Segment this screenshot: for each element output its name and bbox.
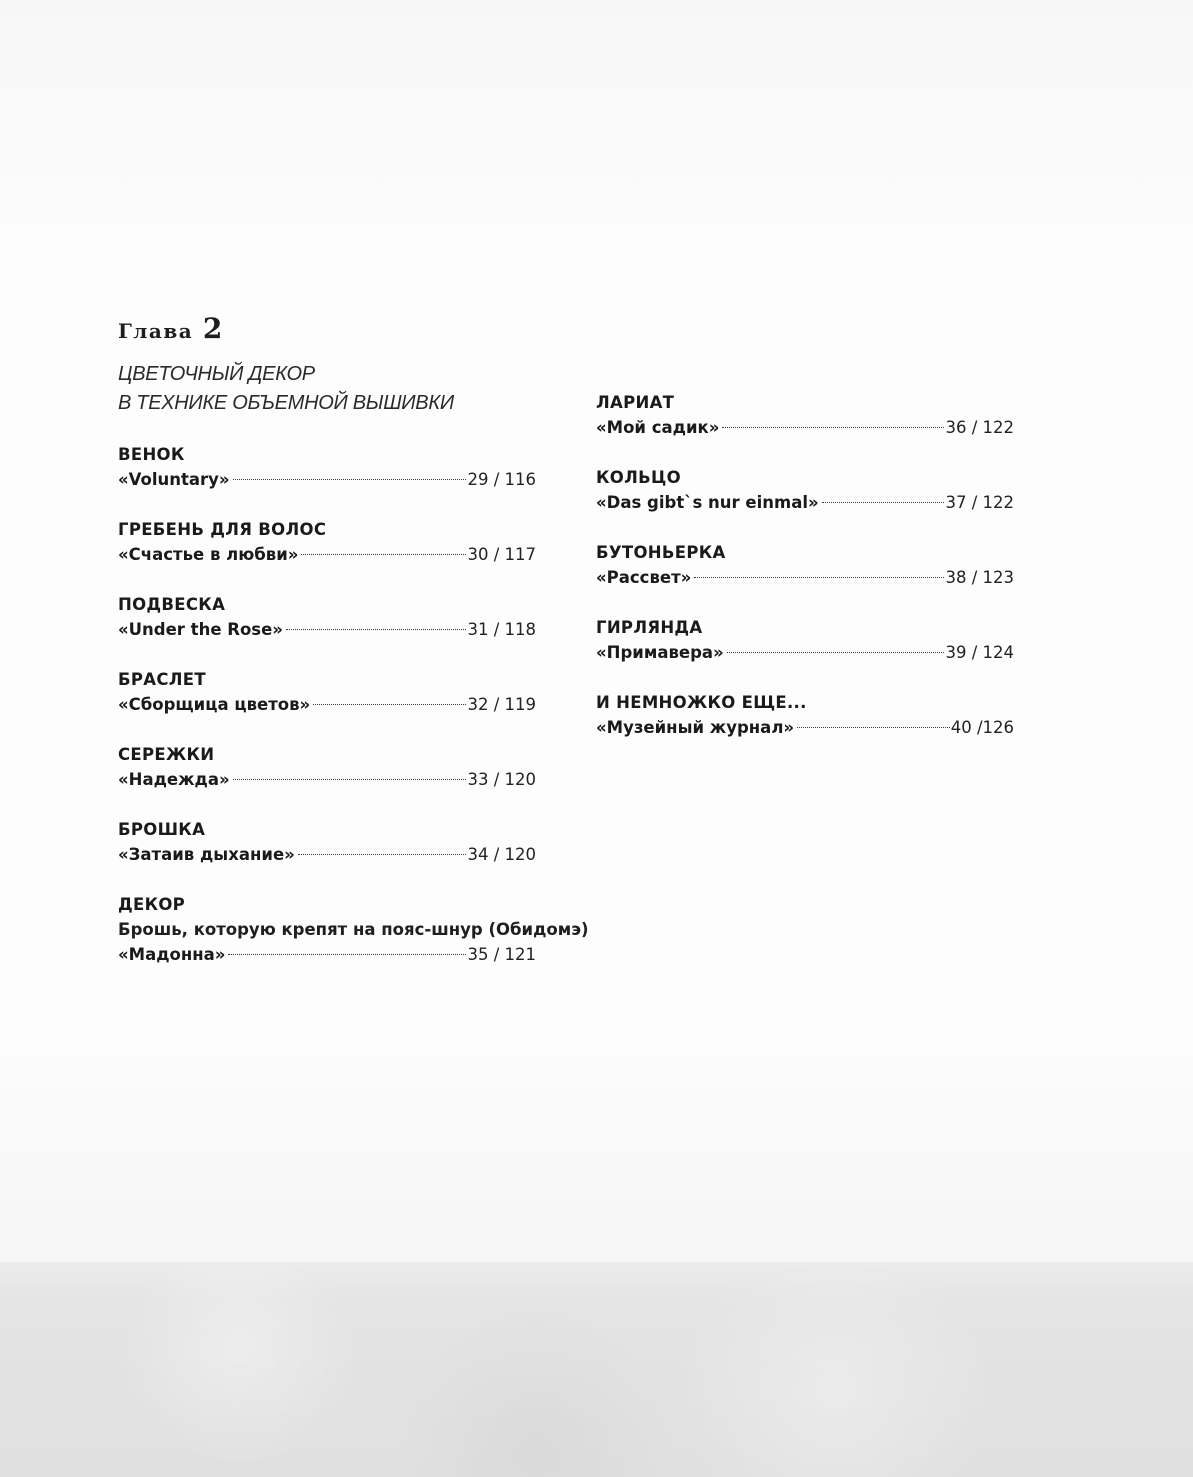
toc-entry-title: «Сборщица цветов» [118,695,311,714]
toc-entry-note: Брошь, которую крепят на пояс-шнур (Обидомэ) [118,920,589,939]
toc-entry-pages: 37 / 122 [945,493,1014,512]
dot-leader [694,577,944,578]
toc-entry-title: «Мой садик» [596,418,720,437]
toc-entry[interactable] [118,742,536,817]
chapter-number: 2 [202,312,223,345]
toc-entry-heading: ДЕКОР [118,895,186,914]
dot-leader [286,629,466,630]
toc-entry-title: «Музейный журнал» [596,718,795,737]
toc-entry-line [118,692,536,717]
toc-entry-pages: 39 / 124 [945,643,1014,662]
toc-entry[interactable] [596,615,1014,690]
toc-entry-pages: 31 / 118 [467,620,536,639]
toc-entry-title: «Voluntary» [118,470,230,489]
dot-leader [301,554,466,555]
toc-entry-heading: ВЕНОК [118,445,185,464]
toc-entry[interactable] [118,592,536,667]
toc-entry-decor[interactable] [118,892,589,967]
toc-entry[interactable] [596,390,1014,465]
toc-entry-line [118,542,536,567]
toc-entry[interactable] [596,690,1014,765]
toc-entry-heading: ГИРЛЯНДА [596,618,703,637]
toc-entry-line [596,490,1014,515]
toc-entry-heading: И НЕМНОЖКО ЕЩЕ... [596,693,807,712]
subtitle-line-2: В ТЕХНИКЕ ОБЪЕМНОЙ ВЫШИВКИ [118,392,454,414]
toc-entry-heading: БРАСЛЕТ [118,670,206,689]
dot-leader [313,704,466,705]
dot-leader [722,427,944,428]
toc-entry-heading: ПОДВЕСКА [118,595,226,614]
toc-entry-line [118,767,536,792]
toc-entry-line [596,640,1014,665]
toc-entry-pages: 36 / 122 [945,418,1014,437]
toc-entry-title: «Надежда» [118,770,230,789]
toc-entry-heading: БРОШКА [118,820,206,839]
toc-entry-heading: ГРЕБЕНЬ ДЛЯ ВОЛОС [118,520,327,539]
toc-entry-pages: 38 / 123 [945,568,1014,587]
subtitle-line-1: ЦВЕТОЧНЫЙ ДЕКОР [118,363,315,385]
dot-leader [797,727,950,728]
dot-leader [233,779,467,780]
toc-entry-title: «Примавера» [596,643,724,662]
toc-entry-title: «Счастье в любви» [118,545,299,564]
toc-entry-pages: 32 / 119 [467,695,536,714]
dot-leader [233,479,467,480]
toc-entry-pages: 33 / 120 [467,770,536,789]
toc-entry[interactable] [118,817,536,892]
toc-entry-pages: 30 / 117 [467,545,536,564]
toc-entry-heading: БУТОНЬЕРКА [596,543,726,562]
floor-surface [0,1262,1193,1477]
toc-entry-title: «Das gibt`s nur einmal» [596,493,819,512]
toc-entry-pages: 34 / 120 [467,845,536,864]
toc-right-column [596,390,1014,765]
toc-entry-line [596,565,1014,590]
toc-left-column [118,442,589,967]
dot-leader [228,954,466,955]
dot-leader [298,854,467,855]
toc-entry-heading: СЕРЕЖКИ [118,745,215,764]
toc-entry[interactable] [118,517,536,592]
toc-entry-line [596,415,1014,440]
toc-entry-line [118,617,536,642]
toc-entry-line [596,715,1014,740]
toc-entry[interactable] [118,667,536,742]
toc-entry-heading: ЛАРИАТ [596,393,675,412]
dot-leader [727,652,945,653]
toc-entry-pages: 29 / 116 [467,470,536,489]
toc-entry-line [118,842,536,867]
toc-entry-line [118,942,536,967]
toc-entry[interactable] [118,442,536,517]
toc-entry[interactable] [596,465,1014,540]
toc-entry-heading: КОЛЬЦО [596,468,681,487]
chapter-subtitle [118,360,578,418]
toc-entry-line [118,467,536,492]
dot-leader [822,502,945,503]
chapter-word: Глава [118,319,194,343]
toc-entry[interactable] [596,540,1014,615]
toc-entry-title: «Затаив дыхание» [118,845,295,864]
toc-entry-pages: 40 /126 [950,718,1014,737]
chapter-heading [118,312,222,345]
toc-entry-pages: 35 / 121 [467,945,536,964]
toc-entry-title: «Мадонна» [118,945,226,964]
toc-entry-title: «Рассвет» [596,568,692,587]
toc-entry-title: «Under the Rose» [118,620,283,639]
